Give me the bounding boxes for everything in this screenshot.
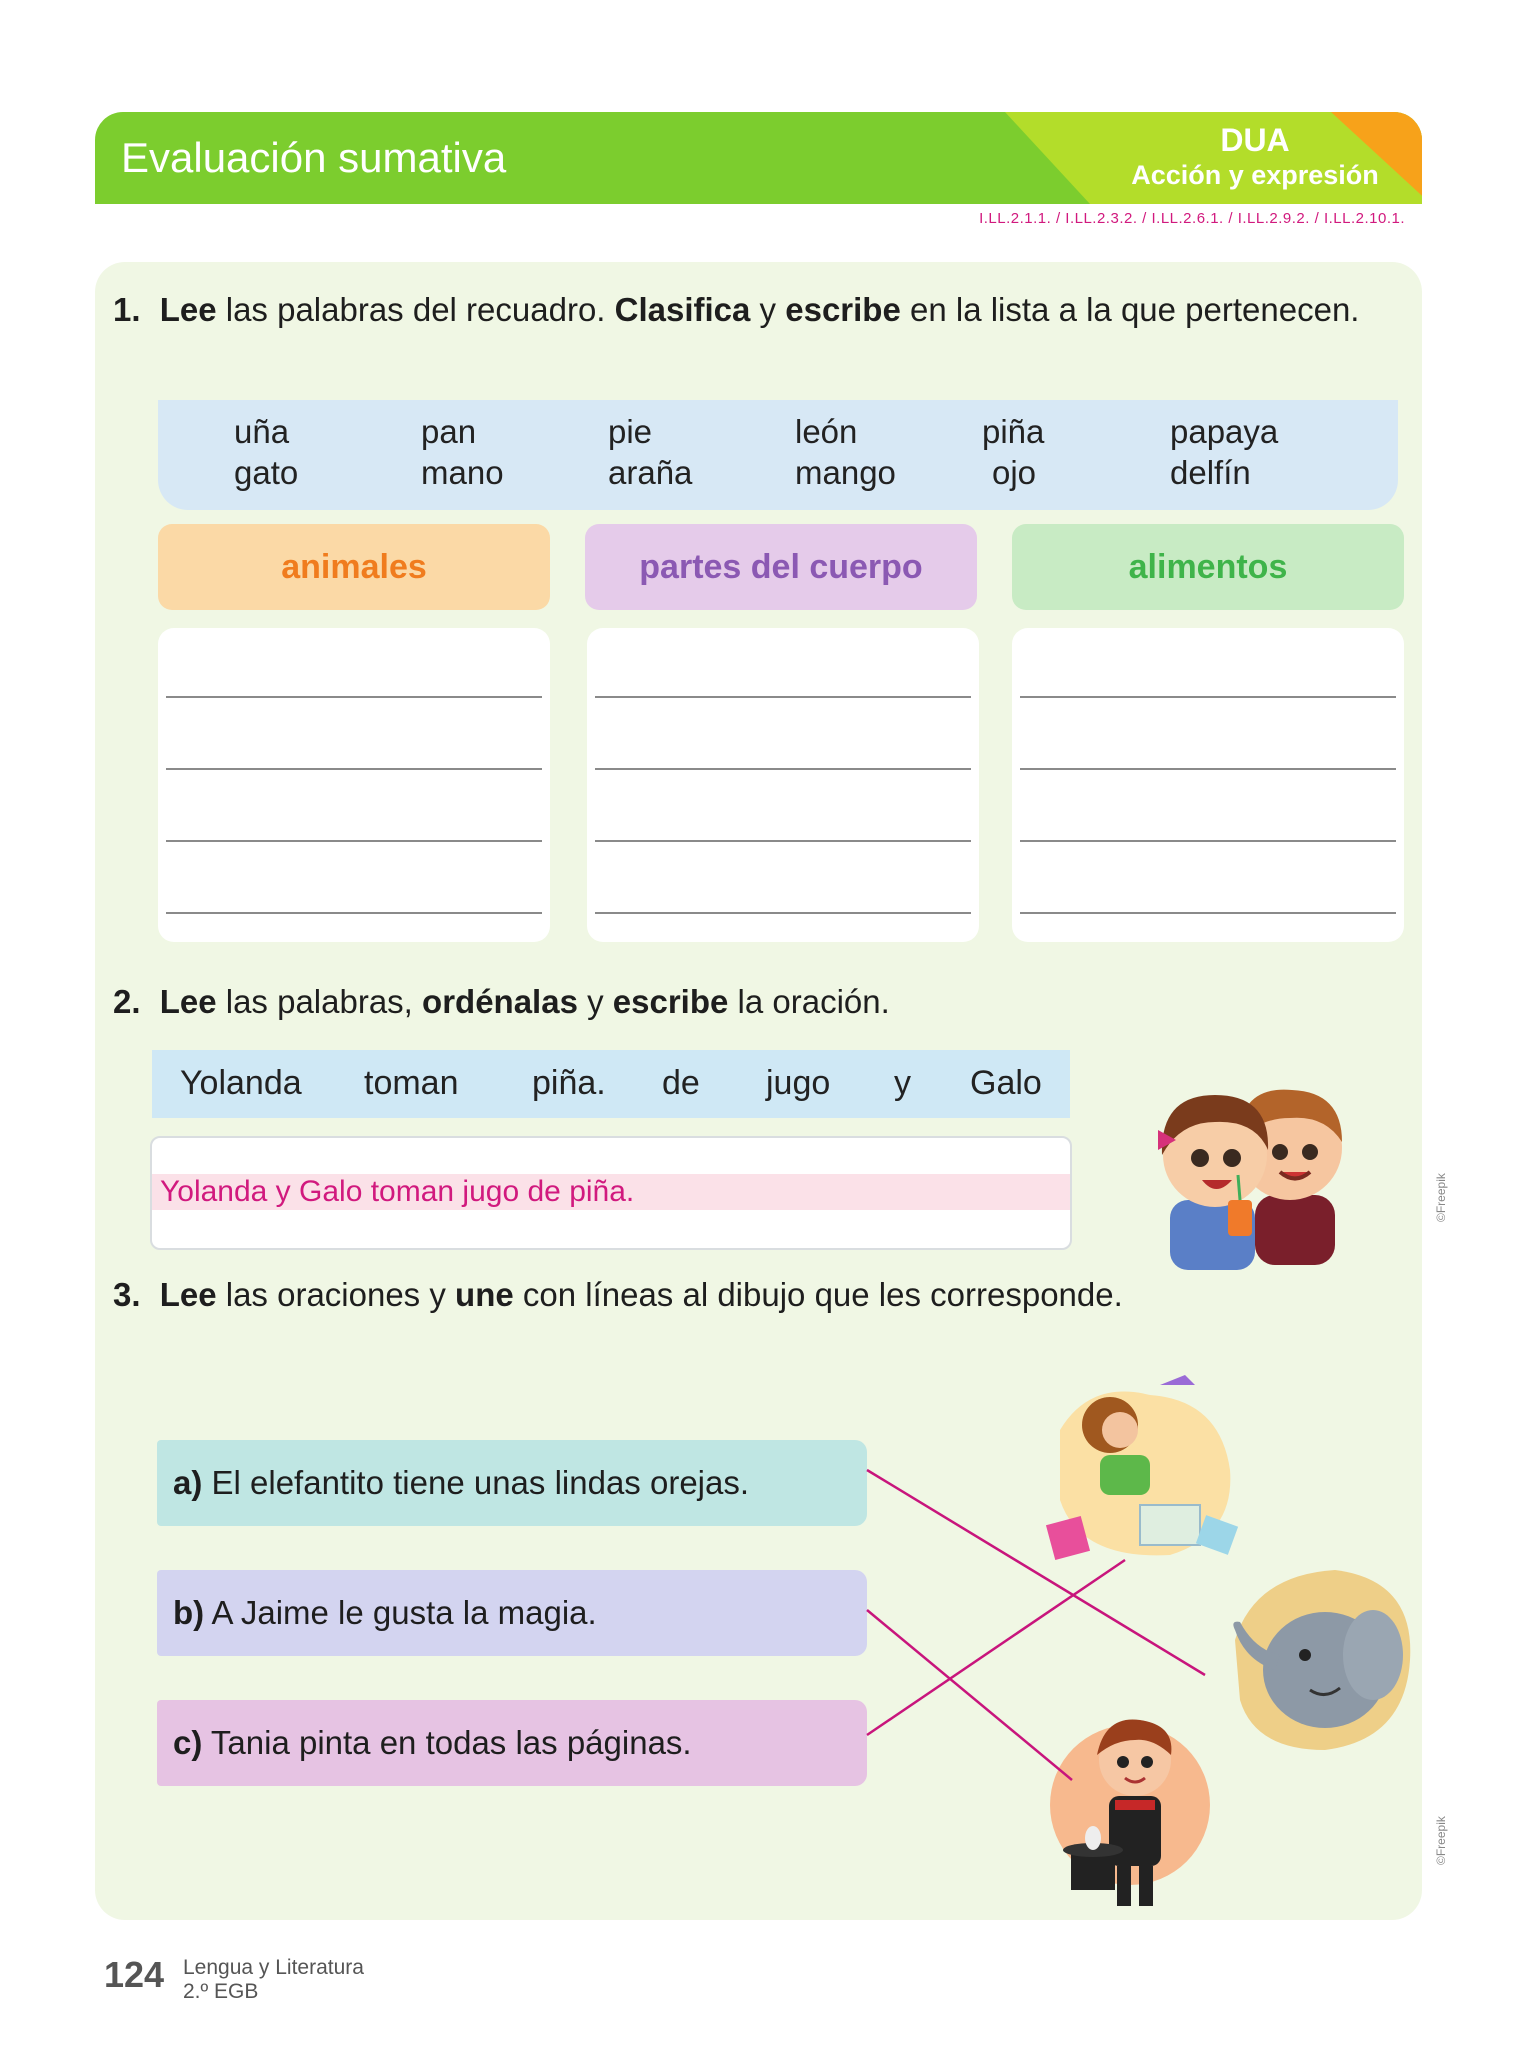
instruction-text: con líneas al dibujo que les corresponde. — [513, 1276, 1123, 1313]
scrambled-word: toman — [364, 1064, 459, 1102]
question-number: 1. — [113, 291, 141, 328]
word-item: uña — [234, 413, 290, 450]
children-juice-illustration — [1120, 1060, 1400, 1270]
sentence-a[interactable] — [157, 1440, 867, 1526]
image-credit: ©Freepik — [1434, 1173, 1448, 1222]
dua-title: DUA — [1220, 122, 1290, 158]
writing-box-alimentos[interactable] — [1012, 628, 1404, 942]
instruction-text: las oraciones y — [216, 1276, 456, 1313]
instruction-verb: Lee — [159, 983, 217, 1020]
scrambled-word: de — [662, 1064, 700, 1102]
writing-line[interactable] — [595, 840, 971, 842]
writing-line[interactable] — [1020, 768, 1396, 770]
category-alimentos: alimentos — [1012, 524, 1404, 610]
question-number: 2. — [113, 983, 141, 1020]
page-number: 124 — [104, 1954, 165, 1995]
question-number: 3. — [113, 1276, 141, 1313]
instruction-text: y — [577, 983, 613, 1020]
category-partes-del-cuerpo: partes del cuerpo — [585, 524, 977, 610]
elephant-illustration — [1215, 1560, 1425, 1760]
grade-level: 2.º EGB — [183, 1980, 259, 2003]
word-item: mango — [795, 454, 896, 491]
writing-line[interactable] — [595, 696, 971, 698]
instruction-verb: Clasifica — [614, 291, 751, 328]
sentence-letter: b) — [173, 1594, 205, 1631]
instruction-text: la oración. — [728, 983, 890, 1020]
word-item: araña — [608, 454, 693, 491]
sentence-b[interactable] — [157, 1570, 867, 1656]
word-item: mano — [421, 454, 504, 491]
subject-name: Lengua y Literatura — [183, 1956, 364, 1979]
writing-line[interactable] — [166, 696, 542, 698]
sentence-text: Tania pinta en todas las páginas. — [202, 1724, 692, 1761]
sentence-letter: a) — [173, 1464, 203, 1501]
question-2 — [113, 982, 1255, 1022]
scrambled-word: Galo — [970, 1064, 1042, 1102]
sentence-text: El elefantito tiene unas lindas orejas. — [202, 1464, 750, 1501]
instruction-verb: Lee — [159, 291, 217, 328]
writing-line[interactable] — [1020, 912, 1396, 914]
word-item: papaya — [1170, 413, 1279, 450]
word-item: león — [795, 413, 858, 450]
word-item: piña — [982, 413, 1045, 450]
answer-writing-box[interactable] — [150, 1136, 1072, 1250]
word-item: delfín — [1170, 454, 1251, 491]
writing-line[interactable] — [166, 768, 542, 770]
instruction-verb: ordénalas — [422, 983, 578, 1020]
instruction-verb: escribe — [785, 291, 901, 328]
word-item: gato — [234, 454, 299, 491]
writing-box-partes-del-cuerpo[interactable] — [587, 628, 979, 942]
word-item: pan — [421, 413, 477, 450]
dua-subtitle: Acción y expresión — [1131, 160, 1379, 190]
writing-line[interactable] — [166, 912, 542, 914]
image-credit: ©Freepik — [1434, 1816, 1448, 1865]
header-banner — [95, 112, 1422, 204]
question-1 — [113, 290, 1385, 330]
question-3 — [113, 1275, 1405, 1315]
sentence-c[interactable] — [157, 1700, 867, 1786]
sentence-text: A Jaime le gusta la magia. — [204, 1594, 597, 1631]
writing-line[interactable] — [595, 912, 971, 914]
instruction-text: las palabras, — [216, 983, 423, 1020]
writing-box-animales[interactable] — [158, 628, 550, 942]
scrambled-word: y — [894, 1064, 911, 1102]
scrambled-word: Yolanda — [180, 1064, 302, 1102]
instruction-text: en la lista a la que pertenecen. — [900, 291, 1360, 328]
scrambled-word: jugo — [766, 1064, 831, 1102]
scrambled-word: piña. — [532, 1064, 606, 1102]
magician-boy-illustration — [1035, 1710, 1225, 1915]
instruction-verb: escribe — [612, 983, 729, 1020]
instruction-verb: Lee — [159, 1276, 217, 1313]
page-title: Evaluación sumativa — [121, 134, 507, 181]
writing-line[interactable] — [1020, 840, 1396, 842]
writing-line[interactable] — [595, 768, 971, 770]
word-item: pie — [608, 413, 653, 450]
writing-line[interactable] — [166, 840, 542, 842]
sentence-letter: c) — [173, 1724, 203, 1761]
indicator-codes: I.LL.2.1.1. / I.LL.2.3.2. / I.LL.2.6.1. / I.LL.2.9.2. / I.LL.2.10.1. — [979, 210, 1405, 227]
scrambled-words-strip — [152, 1050, 1070, 1118]
instruction-verb: une — [455, 1276, 514, 1313]
girl-figure — [1158, 1095, 1268, 1270]
answer-sentence: Yolanda y Galo toman jugo de piña. — [160, 1175, 635, 1208]
instruction-text: y — [750, 291, 786, 328]
instruction-text: las palabras del recuadro. — [216, 291, 615, 328]
category-animales: animales — [158, 524, 550, 610]
word-item: ojo — [992, 454, 1037, 491]
writing-line[interactable] — [1020, 696, 1396, 698]
word-box — [158, 400, 1398, 510]
girl-painting-illustration — [1040, 1370, 1250, 1575]
